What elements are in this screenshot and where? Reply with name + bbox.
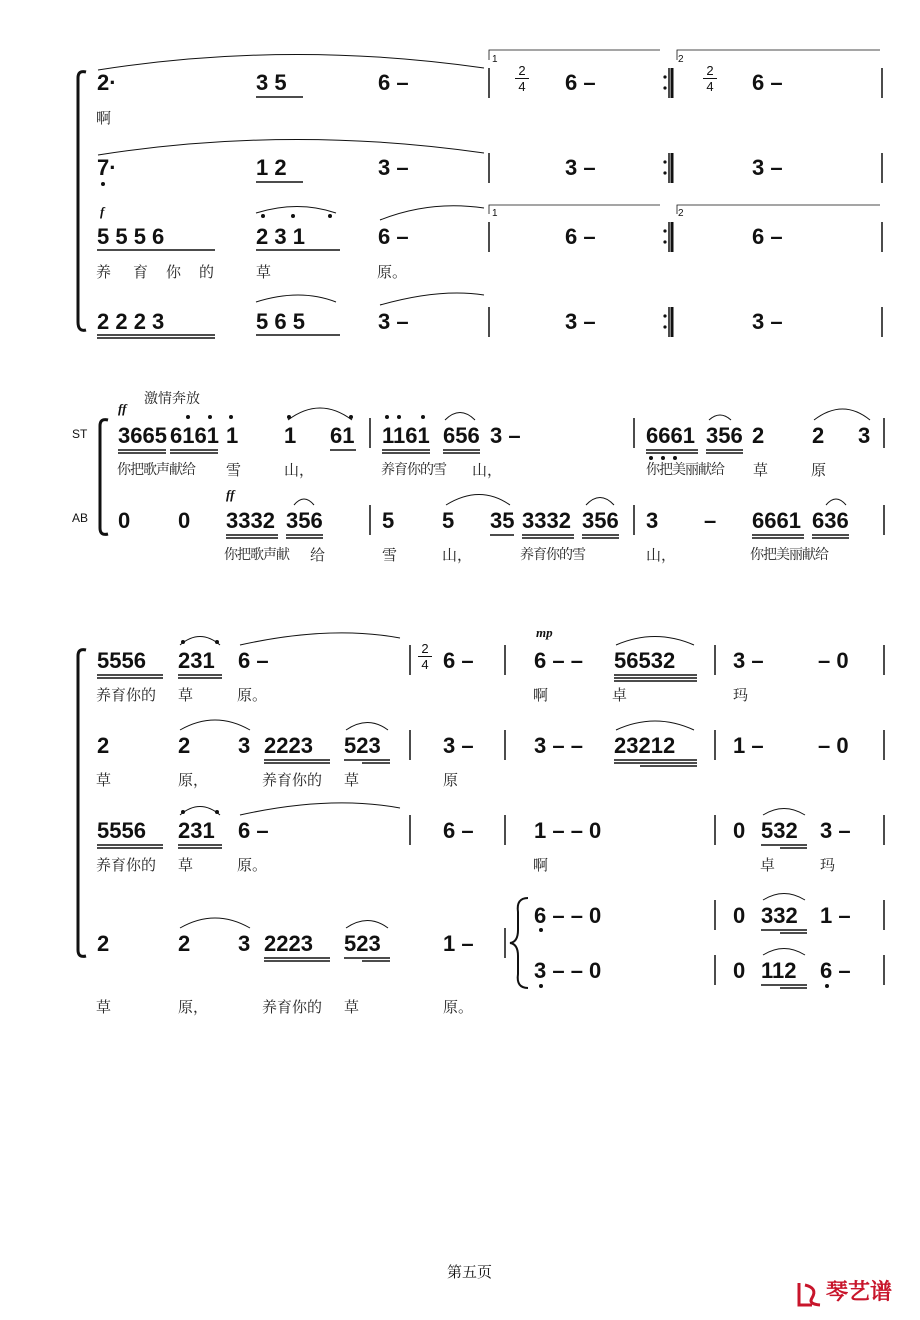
note: 6 – <box>752 70 783 95</box>
lyric: 你 <box>166 263 182 281</box>
note: 0 <box>178 508 191 533</box>
ts-numerator: 2 <box>706 63 714 78</box>
system-1-dots <box>101 75 667 328</box>
note: 3 – <box>752 309 783 334</box>
note: 35 <box>490 508 515 533</box>
note: 5 <box>382 508 395 533</box>
note: 636 <box>812 508 849 533</box>
lyric: 草 <box>178 856 194 874</box>
volta-1: 1 <box>492 208 498 219</box>
lyric: 原。 <box>237 686 268 704</box>
note: 3 – <box>752 155 783 180</box>
note: 3 – – 0 <box>534 958 602 983</box>
logo-text: 琴艺谱 <box>826 1280 893 1305</box>
note: 6661 <box>646 423 695 448</box>
note: 2 <box>178 733 191 758</box>
note: 1 – – 0 <box>534 818 602 843</box>
lyric: 原， <box>178 771 209 789</box>
note: 3 – <box>565 309 596 334</box>
note: 6661 <box>752 508 801 533</box>
note: 6 – <box>238 648 269 673</box>
ts-denominator: 4 <box>706 79 714 94</box>
note: 61 <box>330 423 355 448</box>
note: 3 – <box>565 155 596 180</box>
note: 3665 <box>118 423 167 448</box>
lyric: 草 <box>256 263 272 281</box>
note: 6 – <box>752 224 783 249</box>
note: 2· <box>97 70 117 95</box>
lyric: 卓 <box>760 856 776 874</box>
note: 2 <box>178 931 191 956</box>
note: 1 – <box>820 903 851 928</box>
lyric: 雪 <box>226 461 242 479</box>
note: 356 <box>582 508 619 533</box>
lyric: 啊 <box>533 856 549 874</box>
note: – <box>704 508 717 533</box>
note: 0 <box>733 818 746 843</box>
lyric: 山， <box>442 546 473 564</box>
note: 656 <box>443 423 480 448</box>
note: 2 3 1 <box>256 224 305 249</box>
note: 3 5 <box>256 70 287 95</box>
note: 5 5 5 6 <box>97 224 165 249</box>
note: 1161 <box>382 423 430 448</box>
ts-denominator: 4 <box>518 79 526 94</box>
volta-2: 2 <box>678 208 684 219</box>
lyric: 玛 <box>733 686 749 704</box>
note: 23212 <box>614 733 676 758</box>
note: 3 <box>858 423 871 448</box>
lyric: 卓 <box>612 686 628 704</box>
lyric: 原。 <box>237 856 268 874</box>
note: 1 <box>284 423 297 448</box>
note: 0 <box>733 903 746 928</box>
note: 3 – <box>443 733 474 758</box>
lyric: 原。 <box>377 263 408 281</box>
note: 523 <box>344 931 381 956</box>
note: 5 6 5 <box>256 309 305 334</box>
note: 2 2 2 3 <box>97 309 165 334</box>
note: 6 – <box>378 224 409 249</box>
lyric: 养育你的 <box>262 771 323 789</box>
lyric: 养育你的 <box>96 856 157 874</box>
lyric: 养育你的雪 <box>381 462 446 478</box>
note: 6 – – <box>534 648 583 673</box>
lyric: 的 <box>199 263 215 281</box>
note: 231 <box>178 818 215 843</box>
note: 523 <box>344 733 381 758</box>
dynamic-mark: mp <box>536 625 553 640</box>
lyric: 原， <box>178 998 209 1016</box>
lyric: 养育你的 <box>262 998 323 1016</box>
ts-numerator: 2 <box>518 63 526 78</box>
note: 1 2 <box>256 155 287 180</box>
lyric: 你把歌声献给 <box>117 462 195 478</box>
note: 356 <box>706 423 743 448</box>
lyric: 草 <box>178 686 194 704</box>
lyric: 山， <box>472 461 503 479</box>
lyric: 玛 <box>820 856 836 874</box>
volta-2: 2 <box>678 54 684 65</box>
note: – 0 <box>818 733 849 758</box>
ts-denominator: 4 <box>421 657 429 672</box>
note: 3 – <box>378 309 409 334</box>
lyric: 养育你的 <box>96 686 157 704</box>
lyric: 育 <box>133 263 149 281</box>
lyric: 原 <box>443 771 459 789</box>
page-number: 第五页 <box>447 1263 493 1281</box>
note: 356 <box>286 508 323 533</box>
note: 3 <box>646 508 659 533</box>
system-1-lines <box>78 50 882 338</box>
note: 6 – <box>443 818 474 843</box>
note: 6 – <box>820 958 851 983</box>
system-3-lines <box>78 633 884 988</box>
lyric: 山， <box>646 546 677 564</box>
dynamic-mark: ff <box>226 487 235 502</box>
note: 3 – <box>733 648 764 673</box>
lyric: 你把美丽献给 <box>646 462 724 478</box>
lyric: 养 <box>96 263 112 281</box>
note: 3 <box>238 733 251 758</box>
note: 3 <box>238 931 251 956</box>
note: 6 – <box>378 70 409 95</box>
note: 3332 <box>522 508 571 533</box>
dynamic-mark: ff <box>118 401 127 416</box>
part-label-st: ST <box>72 427 88 441</box>
note: 6 – <box>565 224 596 249</box>
note: 5 <box>442 508 455 533</box>
note: 6 – – 0 <box>534 903 602 928</box>
note: 6 – <box>565 70 596 95</box>
note: 6 – <box>238 818 269 843</box>
note: 6 – <box>443 648 474 673</box>
system-2-dots <box>186 415 677 460</box>
note: 112 <box>761 958 797 983</box>
note: 532 <box>761 818 798 843</box>
note: 7· <box>97 155 117 180</box>
note: 2223 <box>264 733 313 758</box>
lyric: 草 <box>344 998 360 1016</box>
note: 332 <box>761 903 798 928</box>
lyric: 草 <box>753 461 769 479</box>
note: 3 – <box>490 423 521 448</box>
note: 1 – <box>733 733 764 758</box>
lyric: 草 <box>96 998 112 1016</box>
note: 2223 <box>264 931 313 956</box>
note: 56532 <box>614 648 676 673</box>
note: 2 <box>752 423 765 448</box>
lyric: 你把美丽献给 <box>750 547 828 563</box>
note: 231 <box>178 648 215 673</box>
note: 6161 <box>170 423 219 448</box>
note: 1 <box>226 423 239 448</box>
lyric: 雪 <box>382 546 398 564</box>
note: 5556 <box>97 818 146 843</box>
system-2-lines <box>100 408 884 538</box>
lyric: 山， <box>284 461 315 479</box>
dynamic-mark: f <box>100 204 105 219</box>
note: 3 – – <box>534 733 583 758</box>
part-label-ab: AB <box>72 511 89 525</box>
note: 2 <box>97 931 110 956</box>
note: 0 <box>118 508 131 533</box>
note: 2 <box>812 423 825 448</box>
note: 2 <box>97 733 110 758</box>
ts-numerator: 2 <box>421 641 429 656</box>
note: 5556 <box>97 648 146 673</box>
note: 3 – <box>378 155 409 180</box>
volta-1: 1 <box>492 54 498 65</box>
note: 1 – <box>443 931 474 956</box>
lyric: 啊 <box>96 109 112 127</box>
lyric: 给 <box>310 546 326 564</box>
lyric: 草 <box>96 771 112 789</box>
lyric: 养育你的雪 <box>520 547 585 563</box>
note: 3332 <box>226 508 275 533</box>
note: 3 – <box>820 818 851 843</box>
note: 0 <box>733 958 746 983</box>
lyric: 原 <box>811 461 827 479</box>
expression-text: 激情奔放 <box>144 391 200 407</box>
lyric: 原。 <box>443 998 474 1016</box>
lyric: 草 <box>344 771 360 789</box>
note: – 0 <box>818 648 849 673</box>
lyric: 你把歌声献 <box>224 547 289 563</box>
lyric: 啊 <box>533 686 549 704</box>
